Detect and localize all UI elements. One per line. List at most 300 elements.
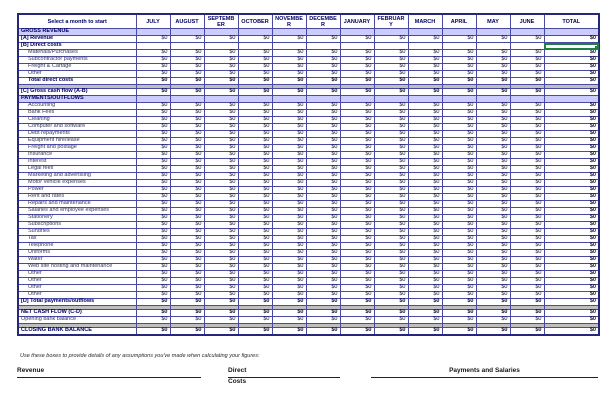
cell-december-salaries-and-employee-expenses[interactable]: $0 — [306, 208, 340, 215]
cell-april-sundries[interactable]: $0 — [442, 229, 476, 236]
cell-january-sundries[interactable]: $0 — [340, 229, 374, 236]
row-label-tax[interactable]: Tax — [18, 236, 136, 243]
cell-december-motor-vehicle-expenses[interactable]: $0 — [306, 180, 340, 187]
cell-june-freight-cartage[interactable]: $0 — [510, 64, 544, 71]
cell-march-water[interactable]: $0 — [408, 257, 442, 264]
cell-august-equipment-hire-lease[interactable]: $0 — [170, 138, 204, 145]
cell-september-interest[interactable]: $0 — [204, 159, 238, 166]
column-header-may[interactable]: MAY — [476, 14, 510, 29]
cell-january-other[interactable]: $0 — [340, 285, 374, 292]
cell-december-tax[interactable]: $0 — [306, 236, 340, 243]
row-label-motor-vehicle-expenses[interactable]: Motor vehicle expenses — [18, 180, 136, 187]
row-label-stationery[interactable]: Stationery — [18, 215, 136, 222]
cell-total-equipment-hire-lease[interactable]: $0 — [544, 138, 599, 145]
cell-june-telephone[interactable]: $0 — [510, 243, 544, 250]
cell-february-motor-vehicle-expenses[interactable]: $0 — [374, 180, 408, 187]
row-label-debt-repayments[interactable]: Debt repayments — [18, 131, 136, 138]
cell-october-subcontractor-payments[interactable]: $0 — [238, 57, 272, 64]
cell-november-insurance[interactable]: $0 — [272, 152, 306, 159]
cell-june-marketing-and-advertising[interactable]: $0 — [510, 173, 544, 180]
cell-july-web-site-hosting-and-maintenance[interactable]: $0 — [136, 264, 170, 271]
cell-november-rent-and-rates[interactable]: $0 — [272, 194, 306, 201]
cell-june-other[interactable]: $0 — [510, 278, 544, 285]
cell-may-other[interactable]: $0 — [476, 292, 510, 299]
cell-august-motor-vehicle-expenses[interactable]: $0 — [170, 180, 204, 187]
cell-february-rent-and-rates[interactable]: $0 — [374, 194, 408, 201]
cell-august-debt-repayments[interactable]: $0 — [170, 131, 204, 138]
cell-june-motor-vehicle-expenses[interactable]: $0 — [510, 180, 544, 187]
cell-february-sundries[interactable]: $0 — [374, 229, 408, 236]
column-header-october[interactable]: OCTOBER — [238, 14, 272, 29]
cell-march-marketing-and-advertising[interactable]: $0 — [408, 173, 442, 180]
cell-february-stationery[interactable]: $0 — [374, 215, 408, 222]
cell-june-subscriptions[interactable]: $0 — [510, 222, 544, 229]
cell-march-other[interactable]: $0 — [408, 71, 442, 78]
cell-total-c-gross-cash-flow-a-b[interactable]: $0 — [544, 89, 599, 96]
cell-april-other[interactable]: $0 — [442, 285, 476, 292]
cell-april-insurance[interactable]: $0 — [442, 152, 476, 159]
column-header-february[interactable]: FEBRUARY — [374, 14, 408, 29]
cell-march-stationery[interactable]: $0 — [408, 215, 442, 222]
cell-may-subscriptions[interactable]: $0 — [476, 222, 510, 229]
cell-april-debt-repayments[interactable]: $0 — [442, 131, 476, 138]
cell-august-net-cash-flow-c-d[interactable]: $0 — [170, 310, 204, 317]
cell-june-cleaning[interactable]: $0 — [510, 117, 544, 124]
cell-may-opening-bank-balance[interactable]: $0 — [476, 317, 510, 324]
cell-february-other[interactable]: $0 — [374, 71, 408, 78]
row-label-subcontractor-payments[interactable]: Subcontractor payments — [18, 57, 136, 64]
row-label-a-revenue[interactable]: [A] Revenue — [18, 36, 136, 43]
cell-june-d-total-payments-outflows[interactable]: $0 — [510, 299, 544, 306]
cell-january-stationery[interactable]: $0 — [340, 215, 374, 222]
cell-march-repairs-and-maintenance[interactable]: $0 — [408, 201, 442, 208]
cell-june-uniforms[interactable]: $0 — [510, 250, 544, 257]
cell-december-debt-repayments[interactable]: $0 — [306, 131, 340, 138]
cell-november-materials-purchases[interactable]: $0 — [272, 50, 306, 57]
cell-november-d-total-payments-outflows[interactable]: $0 — [272, 299, 306, 306]
cell-march-cleaning[interactable]: $0 — [408, 117, 442, 124]
cell-march-other[interactable]: $0 — [408, 292, 442, 299]
row-label-closing-bank-balance[interactable]: CLOSING BANK BALANCE — [18, 328, 136, 336]
cell-total-total-direct-costs[interactable]: $0 — [544, 78, 599, 85]
cell-february-telephone[interactable]: $0 — [374, 243, 408, 250]
cell-october-rent-and-rates[interactable]: $0 — [238, 194, 272, 201]
cell-december-interest[interactable]: $0 — [306, 159, 340, 166]
cell-april-uniforms[interactable]: $0 — [442, 250, 476, 257]
cell-january-water[interactable]: $0 — [340, 257, 374, 264]
cell-june-other[interactable]: $0 — [510, 271, 544, 278]
cell-august-total-direct-costs[interactable]: $0 — [170, 78, 204, 85]
cell-march-subscriptions[interactable]: $0 — [408, 222, 442, 229]
cell-october-net-cash-flow-c-d[interactable]: $0 — [238, 310, 272, 317]
cell-february-accounting[interactable]: $0 — [374, 103, 408, 110]
column-header-july[interactable]: JULY — [136, 14, 170, 29]
cell-march-computer-and-software[interactable]: $0 — [408, 124, 442, 131]
row-label-equipment-hire-lease[interactable]: Equipment hire/lease — [18, 138, 136, 145]
cell-may-a-revenue[interactable]: $0 — [476, 36, 510, 43]
cell-october-subscriptions[interactable]: $0 — [238, 222, 272, 229]
cell-total-cleaning[interactable]: $0 — [544, 117, 599, 124]
cell-february-c-gross-cash-flow-a-b[interactable]: $0 — [374, 89, 408, 96]
cell-october-other[interactable]: $0 — [238, 278, 272, 285]
cell-march-c-gross-cash-flow-a-b[interactable]: $0 — [408, 89, 442, 96]
cell-august-stationery[interactable]: $0 — [170, 215, 204, 222]
row-label-cleaning[interactable]: Cleaning — [18, 117, 136, 124]
cell-april-subcontractor-payments[interactable]: $0 — [442, 57, 476, 64]
cell-june-net-cash-flow-c-d[interactable]: $0 — [510, 310, 544, 317]
cell-december-other[interactable]: $0 — [306, 285, 340, 292]
cell-december-net-cash-flow-c-d[interactable]: $0 — [306, 310, 340, 317]
cell-april-other[interactable]: $0 — [442, 278, 476, 285]
cell-december-telephone[interactable]: $0 — [306, 243, 340, 250]
cell-july-stationery[interactable]: $0 — [136, 215, 170, 222]
cell-june-c-gross-cash-flow-a-b[interactable]: $0 — [510, 89, 544, 96]
cell-february-other[interactable]: $0 — [374, 278, 408, 285]
cell-february-uniforms[interactable]: $0 — [374, 250, 408, 257]
cell-december-legal-fees[interactable]: $0 — [306, 166, 340, 173]
cell-january-freight-cartage[interactable]: $0 — [340, 64, 374, 71]
row-label-accounting[interactable]: Accounting — [18, 103, 136, 110]
cell-august-cleaning[interactable]: $0 — [170, 117, 204, 124]
cell-december-freight-and-postage[interactable]: $0 — [306, 145, 340, 152]
cell-december-web-site-hosting-and-maintenance[interactable]: $0 — [306, 264, 340, 271]
cell-march-salaries-and-employee-expenses[interactable]: $0 — [408, 208, 442, 215]
cell-december-total-direct-costs[interactable]: $0 — [306, 78, 340, 85]
cell-june-rent-and-rates[interactable]: $0 — [510, 194, 544, 201]
cell-august-closing-bank-balance[interactable]: $0 — [170, 328, 204, 336]
cell-february-debt-repayments[interactable]: $0 — [374, 131, 408, 138]
row-label-freight-and-postage[interactable]: Freight and postage — [18, 145, 136, 152]
cell-may-freight-cartage[interactable]: $0 — [476, 64, 510, 71]
cell-february-equipment-hire-lease[interactable]: $0 — [374, 138, 408, 145]
cell-august-web-site-hosting-and-maintenance[interactable]: $0 — [170, 264, 204, 271]
cell-december-equipment-hire-lease[interactable]: $0 — [306, 138, 340, 145]
cell-november-opening-bank-balance[interactable]: $0 — [272, 317, 306, 324]
cell-february-web-site-hosting-and-maintenance[interactable]: $0 — [374, 264, 408, 271]
cell-total-insurance[interactable]: $0 — [544, 152, 599, 159]
cell-august-bank-fees[interactable]: $0 — [170, 110, 204, 117]
cell-july-subscriptions[interactable]: $0 — [136, 222, 170, 229]
cell-february-freight-cartage[interactable]: $0 — [374, 64, 408, 71]
cell-may-salaries-and-employee-expenses[interactable]: $0 — [476, 208, 510, 215]
cell-february-freight-and-postage[interactable]: $0 — [374, 145, 408, 152]
cell-january-telephone[interactable]: $0 — [340, 243, 374, 250]
cell-april-cleaning[interactable]: $0 — [442, 117, 476, 124]
cell-august-freight-cartage[interactable]: $0 — [170, 64, 204, 71]
cell-september-equipment-hire-lease[interactable]: $0 — [204, 138, 238, 145]
cell-november-debt-repayments[interactable]: $0 — [272, 131, 306, 138]
cell-may-power[interactable]: $0 — [476, 187, 510, 194]
cell-april-equipment-hire-lease[interactable]: $0 — [442, 138, 476, 145]
cell-november-freight-cartage[interactable]: $0 — [272, 64, 306, 71]
cell-july-other[interactable]: $0 — [136, 285, 170, 292]
cell-july-motor-vehicle-expenses[interactable]: $0 — [136, 180, 170, 187]
cell-total-net-cash-flow-c-d[interactable]: $0 — [544, 310, 599, 317]
cell-october-legal-fees[interactable]: $0 — [238, 166, 272, 173]
cell-april-d-total-payments-outflows[interactable]: $0 — [442, 299, 476, 306]
cell-october-power[interactable]: $0 — [238, 187, 272, 194]
cell-april-subscriptions[interactable]: $0 — [442, 222, 476, 229]
cell-total-materials-purchases[interactable]: $0 — [544, 50, 599, 57]
cell-total-repairs-and-maintenance[interactable]: $0 — [544, 201, 599, 208]
cell-january-accounting[interactable]: $0 — [340, 103, 374, 110]
cell-may-water[interactable]: $0 — [476, 257, 510, 264]
row-label-uniforms[interactable]: Uniforms — [18, 250, 136, 257]
cell-november-water[interactable]: $0 — [272, 257, 306, 264]
cell-september-other[interactable]: $0 — [204, 71, 238, 78]
row-label-interest[interactable]: Interest — [18, 159, 136, 166]
cell-march-debt-repayments[interactable]: $0 — [408, 131, 442, 138]
cell-april-closing-bank-balance[interactable]: $0 — [442, 328, 476, 336]
cell-august-tax[interactable]: $0 — [170, 236, 204, 243]
cell-august-other[interactable]: $0 — [170, 285, 204, 292]
cell-total-salaries-and-employee-expenses[interactable]: $0 — [544, 208, 599, 215]
cell-november-freight-and-postage[interactable]: $0 — [272, 145, 306, 152]
cell-may-materials-purchases[interactable]: $0 — [476, 50, 510, 57]
cell-january-subscriptions[interactable]: $0 — [340, 222, 374, 229]
cell-october-other[interactable]: $0 — [238, 285, 272, 292]
cell-february-power[interactable]: $0 — [374, 187, 408, 194]
row-label-b-direct-costs[interactable]: [B] Direct costs — [18, 43, 136, 50]
cell-total-power[interactable]: $0 — [544, 187, 599, 194]
cell-october-insurance[interactable]: $0 — [238, 152, 272, 159]
cell-june-salaries-and-employee-expenses[interactable]: $0 — [510, 208, 544, 215]
cell-july-other[interactable]: $0 — [136, 292, 170, 299]
cell-september-computer-and-software[interactable]: $0 — [204, 124, 238, 131]
cell-november-uniforms[interactable]: $0 — [272, 250, 306, 257]
cell-october-stationery[interactable]: $0 — [238, 215, 272, 222]
cell-november-closing-bank-balance[interactable]: $0 — [272, 328, 306, 336]
cell-november-other[interactable]: $0 — [272, 292, 306, 299]
cell-september-closing-bank-balance[interactable]: $0 — [204, 328, 238, 336]
cell-may-subcontractor-payments[interactable]: $0 — [476, 57, 510, 64]
cell-june-tax[interactable]: $0 — [510, 236, 544, 243]
column-header-march[interactable]: MARCH — [408, 14, 442, 29]
cell-june-stationery[interactable]: $0 — [510, 215, 544, 222]
cell-january-other[interactable]: $0 — [340, 71, 374, 78]
cell-october-cleaning[interactable]: $0 — [238, 117, 272, 124]
row-label-other[interactable]: Other — [18, 71, 136, 78]
row-label-salaries-and-employee-expenses[interactable]: Salaries and employee expenses — [18, 208, 136, 215]
cell-february-water[interactable]: $0 — [374, 257, 408, 264]
cell-november-telephone[interactable]: $0 — [272, 243, 306, 250]
cell-august-accounting[interactable]: $0 — [170, 103, 204, 110]
cell-november-power[interactable]: $0 — [272, 187, 306, 194]
cell-july-computer-and-software[interactable]: $0 — [136, 124, 170, 131]
cell-january-repairs-and-maintenance[interactable]: $0 — [340, 201, 374, 208]
cell-january-materials-purchases[interactable]: $0 — [340, 50, 374, 57]
cell-june-subcontractor-payments[interactable]: $0 — [510, 57, 544, 64]
cell-february-repairs-and-maintenance[interactable]: $0 — [374, 201, 408, 208]
cell-november-c-gross-cash-flow-a-b[interactable]: $0 — [272, 89, 306, 96]
cell-june-total-direct-costs[interactable]: $0 — [510, 78, 544, 85]
cell-december-marketing-and-advertising[interactable]: $0 — [306, 173, 340, 180]
cell-total-other[interactable]: $0 — [544, 271, 599, 278]
cell-january-power[interactable]: $0 — [340, 187, 374, 194]
row-label-total-direct-costs[interactable]: Total direct costs — [18, 78, 136, 85]
cell-april-other[interactable]: $0 — [442, 292, 476, 299]
row-label-c-gross-cash-flow-a-b[interactable]: [C] Gross cash flow (A-B) — [18, 89, 136, 96]
cell-june-equipment-hire-lease[interactable]: $0 — [510, 138, 544, 145]
cell-total-subcontractor-payments[interactable]: $0 — [544, 57, 599, 64]
cell-september-tax[interactable]: $0 — [204, 236, 238, 243]
cell-december-a-revenue[interactable]: $0 — [306, 36, 340, 43]
cell-march-net-cash-flow-c-d[interactable]: $0 — [408, 310, 442, 317]
cell-july-equipment-hire-lease[interactable]: $0 — [136, 138, 170, 145]
cell-december-cleaning[interactable]: $0 — [306, 117, 340, 124]
cell-may-other[interactable]: $0 — [476, 71, 510, 78]
cell-july-accounting[interactable]: $0 — [136, 103, 170, 110]
row-label-other[interactable]: Other — [18, 292, 136, 299]
cell-september-a-revenue[interactable]: $0 — [204, 36, 238, 43]
cell-may-total-direct-costs[interactable]: $0 — [476, 78, 510, 85]
cell-may-net-cash-flow-c-d[interactable]: $0 — [476, 310, 510, 317]
cell-december-d-total-payments-outflows[interactable]: $0 — [306, 299, 340, 306]
cell-december-water[interactable]: $0 — [306, 257, 340, 264]
cell-august-sundries[interactable]: $0 — [170, 229, 204, 236]
cell-september-marketing-and-advertising[interactable]: $0 — [204, 173, 238, 180]
cell-january-motor-vehicle-expenses[interactable]: $0 — [340, 180, 374, 187]
cell-july-cleaning[interactable]: $0 — [136, 117, 170, 124]
cell-december-subscriptions[interactable]: $0 — [306, 222, 340, 229]
cell-june-other[interactable]: $0 — [510, 292, 544, 299]
cell-june-other[interactable]: $0 — [510, 71, 544, 78]
row-label-bank-fees[interactable]: Bank Fees — [18, 110, 136, 117]
cell-march-legal-fees[interactable]: $0 — [408, 166, 442, 173]
cell-april-computer-and-software[interactable]: $0 — [442, 124, 476, 131]
cell-february-cleaning[interactable]: $0 — [374, 117, 408, 124]
cell-may-computer-and-software[interactable]: $0 — [476, 124, 510, 131]
cell-august-water[interactable]: $0 — [170, 257, 204, 264]
cell-january-other[interactable]: $0 — [340, 278, 374, 285]
cell-total-d-total-payments-outflows[interactable]: $0 — [544, 299, 599, 306]
cell-september-cleaning[interactable]: $0 — [204, 117, 238, 124]
cell-may-closing-bank-balance[interactable]: $0 — [476, 328, 510, 336]
cell-june-insurance[interactable]: $0 — [510, 152, 544, 159]
cell-november-other[interactable]: $0 — [272, 71, 306, 78]
cell-october-interest[interactable]: $0 — [238, 159, 272, 166]
cell-august-other[interactable]: $0 — [170, 271, 204, 278]
cell-total-other[interactable]: $0 — [544, 71, 599, 78]
cell-october-marketing-and-advertising[interactable]: $0 — [238, 173, 272, 180]
cell-september-telephone[interactable]: $0 — [204, 243, 238, 250]
cell-february-materials-purchases[interactable]: $0 — [374, 50, 408, 57]
cell-july-other[interactable]: $0 — [136, 71, 170, 78]
cell-november-accounting[interactable]: $0 — [272, 103, 306, 110]
cell-may-other[interactable]: $0 — [476, 285, 510, 292]
cell-may-debt-repayments[interactable]: $0 — [476, 131, 510, 138]
cell-november-interest[interactable]: $0 — [272, 159, 306, 166]
cell-total-motor-vehicle-expenses[interactable]: $0 — [544, 180, 599, 187]
cell-april-interest[interactable]: $0 — [442, 159, 476, 166]
assumption-box-revenue[interactable] — [17, 365, 201, 378]
cell-april-accounting[interactable]: $0 — [442, 103, 476, 110]
cell-september-other[interactable]: $0 — [204, 271, 238, 278]
cell-september-sundries[interactable]: $0 — [204, 229, 238, 236]
cell-may-tax[interactable]: $0 — [476, 236, 510, 243]
cell-august-c-gross-cash-flow-a-b[interactable]: $0 — [170, 89, 204, 96]
cell-total-stationery[interactable]: $0 — [544, 215, 599, 222]
cell-total-freight-cartage[interactable]: $0 — [544, 64, 599, 71]
cell-august-computer-and-software[interactable]: $0 — [170, 124, 204, 131]
cell-january-closing-bank-balance[interactable]: $0 — [340, 328, 374, 336]
cell-october-closing-bank-balance[interactable]: $0 — [238, 328, 272, 336]
cell-august-d-total-payments-outflows[interactable]: $0 — [170, 299, 204, 306]
cell-total-a-revenue[interactable]: $0 — [544, 36, 599, 43]
cell-february-other[interactable]: $0 — [374, 271, 408, 278]
cell-august-marketing-and-advertising[interactable]: $0 — [170, 173, 204, 180]
cell-total-marketing-and-advertising[interactable]: $0 — [544, 173, 599, 180]
cell-november-subscriptions[interactable]: $0 — [272, 222, 306, 229]
cell-november-equipment-hire-lease[interactable]: $0 — [272, 138, 306, 145]
cell-november-computer-and-software[interactable]: $0 — [272, 124, 306, 131]
cell-august-repairs-and-maintenance[interactable]: $0 — [170, 201, 204, 208]
cell-june-repairs-and-maintenance[interactable]: $0 — [510, 201, 544, 208]
row-label-power[interactable]: Power — [18, 187, 136, 194]
cell-october-a-revenue[interactable]: $0 — [238, 36, 272, 43]
cell-june-legal-fees[interactable]: $0 — [510, 166, 544, 173]
cell-november-cleaning[interactable]: $0 — [272, 117, 306, 124]
cell-march-tax[interactable]: $0 — [408, 236, 442, 243]
cell-total-web-site-hosting-and-maintenance[interactable]: $0 — [544, 264, 599, 271]
cell-september-rent-and-rates[interactable]: $0 — [204, 194, 238, 201]
cell-november-sundries[interactable]: $0 — [272, 229, 306, 236]
cell-total-opening-bank-balance[interactable]: $0 — [544, 317, 599, 324]
cell-may-accounting[interactable]: $0 — [476, 103, 510, 110]
cell-january-uniforms[interactable]: $0 — [340, 250, 374, 257]
column-header-september[interactable]: SEPTEMBER — [204, 14, 238, 29]
cell-october-equipment-hire-lease[interactable]: $0 — [238, 138, 272, 145]
cell-january-salaries-and-employee-expenses[interactable]: $0 — [340, 208, 374, 215]
cell-january-net-cash-flow-c-d[interactable]: $0 — [340, 310, 374, 317]
row-label-freight-cartage[interactable]: Freight & Cartage — [18, 64, 136, 71]
cell-october-telephone[interactable]: $0 — [238, 243, 272, 250]
cell-february-subscriptions[interactable]: $0 — [374, 222, 408, 229]
cell-october-uniforms[interactable]: $0 — [238, 250, 272, 257]
cell-november-subcontractor-payments[interactable]: $0 — [272, 57, 306, 64]
cell-april-legal-fees[interactable]: $0 — [442, 166, 476, 173]
assumption-box-payments-salaries[interactable] — [371, 365, 598, 378]
cell-december-stationery[interactable]: $0 — [306, 215, 340, 222]
cell-august-other[interactable]: $0 — [170, 278, 204, 285]
cell-total-interest[interactable]: $0 — [544, 159, 599, 166]
cell-august-rent-and-rates[interactable]: $0 — [170, 194, 204, 201]
cell-may-rent-and-rates[interactable]: $0 — [476, 194, 510, 201]
cell-june-materials-purchases[interactable]: $0 — [510, 50, 544, 57]
cell-june-freight-and-postage[interactable]: $0 — [510, 145, 544, 152]
cell-may-c-gross-cash-flow-a-b[interactable]: $0 — [476, 89, 510, 96]
cell-january-a-revenue[interactable]: $0 — [340, 36, 374, 43]
cell-june-sundries[interactable]: $0 — [510, 229, 544, 236]
cell-april-other[interactable]: $0 — [442, 271, 476, 278]
cell-february-insurance[interactable]: $0 — [374, 152, 408, 159]
cell-november-other[interactable]: $0 — [272, 285, 306, 292]
cell-january-marketing-and-advertising[interactable]: $0 — [340, 173, 374, 180]
cell-january-legal-fees[interactable]: $0 — [340, 166, 374, 173]
cell-march-uniforms[interactable]: $0 — [408, 250, 442, 257]
cell-total-accounting[interactable]: $0 — [544, 103, 599, 110]
cell-june-computer-and-software[interactable]: $0 — [510, 124, 544, 131]
cell-december-other[interactable]: $0 — [306, 292, 340, 299]
cell-total-uniforms[interactable]: $0 — [544, 250, 599, 257]
cell-july-repairs-and-maintenance[interactable]: $0 — [136, 201, 170, 208]
cell-february-marketing-and-advertising[interactable]: $0 — [374, 173, 408, 180]
cell-february-opening-bank-balance[interactable]: $0 — [374, 317, 408, 324]
cell-total-other[interactable]: $0 — [544, 292, 599, 299]
cell-october-total-direct-costs[interactable]: $0 — [238, 78, 272, 85]
cell-march-equipment-hire-lease[interactable]: $0 — [408, 138, 442, 145]
cell-total-debt-repayments[interactable]: $0 — [544, 131, 599, 138]
